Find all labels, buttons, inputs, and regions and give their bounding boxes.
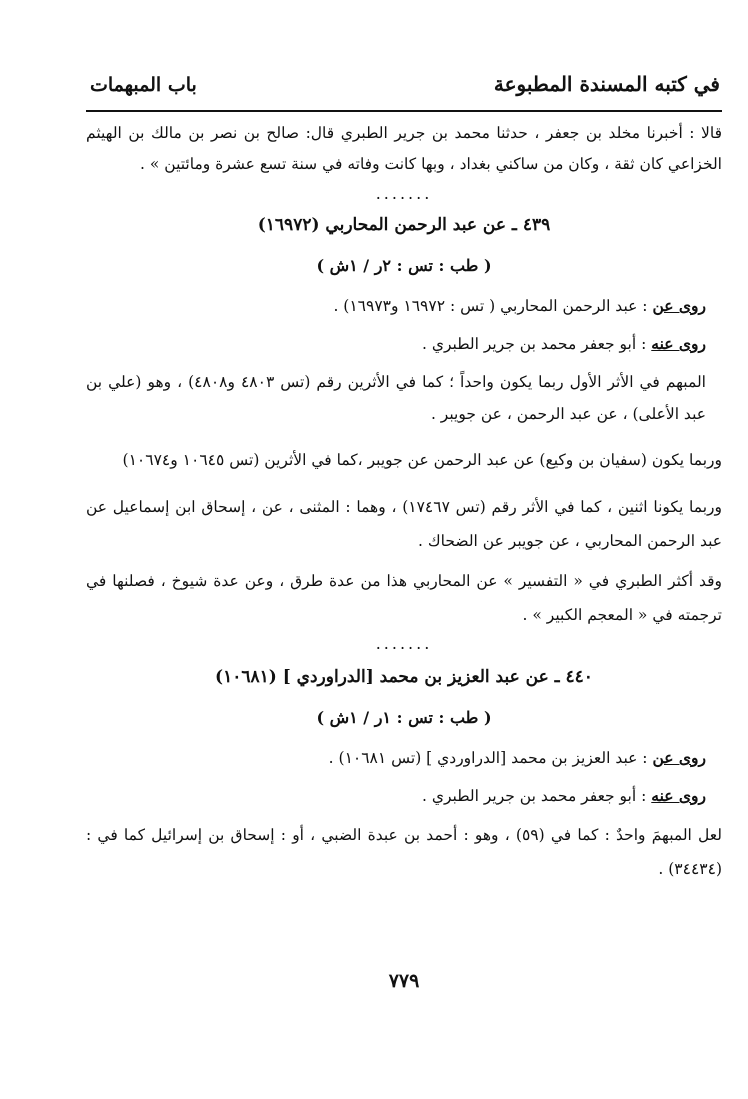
paragraph: وربما يكونا اثنين ، كما في الأثر رقم (تس ١٧٤٦٧) ، وهما : المثنى ، عن ، إسحاق ابن إسماعيل عن عبد الرحمن المحاربي ، عن جويبر عن الضحاك . xyxy=(86,498,722,550)
header-chapter-title: باب المبهمات xyxy=(90,74,197,96)
page-body xyxy=(86,118,722,886)
separator-dots: ....... xyxy=(375,184,433,203)
narrated-by-text: : أبو جعفر محمد بن جرير الطبري . xyxy=(421,787,652,805)
page-number: ٧٧٩ xyxy=(388,970,420,992)
running-header xyxy=(86,72,722,106)
entry-heading-439: ٤٣٩ ـ عن عبد الرحمن المحاربي (١٦٩٧٢) xyxy=(257,215,551,235)
narrated-from-text: : عبد العزيز بن محمد [الدراوردي ] (تس ١٠٦٨١) . xyxy=(328,749,653,767)
entry-sources-440: ( طب : تس : ١ر / ١ش ) xyxy=(316,708,492,727)
paragraph: المبهم في الأثر الأول ربما يكون واحداً ؛ كما في الأثرين رقم (تس ٤٨٠٣ و٤٨٠٨) ، وهو (علي بن عبد الأعلى) ، عن عبد الرحمن ، عن جويبر . xyxy=(86,373,706,423)
header-rule xyxy=(86,110,722,112)
header-book-title: في كتبه المسندة المطبوعة xyxy=(493,72,720,96)
narrated-from-line xyxy=(86,744,722,772)
narrated-by-label: روى عنه xyxy=(651,334,706,353)
entry-sources-439: ( طب : تس : ٢ر / ١ش ) xyxy=(316,256,492,275)
paragraph: قالا : أخبرنا مخلد بن جعفر ، حدثنا محمد بن جرير الطبري قال: صالح بن نصر بن مالك بن الهيثم الخزاعي كان ثقة ، وكان من ساكني بغداد ، وبها كانت وفاته في سنة تسع عشرة ومائتين » . xyxy=(86,124,722,173)
narrated-by-text: : أبو جعفر محمد بن جرير الطبري . xyxy=(421,335,652,353)
paragraph: وقد أكثر الطبري في « التفسير » عن المحاربي هذا من عدة طرق ، وعن عدة شيوخ ، فصلنها في ترجمته في « المعجم الكبير » . xyxy=(86,572,722,624)
narrated-by-line xyxy=(86,330,722,358)
narrated-from-label: روى عن xyxy=(652,748,706,767)
entry-heading-440: ٤٤٠ ـ عن عبد العزيز بن محمد [الدراوردي ] (١٠٦٨١) xyxy=(215,667,593,687)
narrated-by-line xyxy=(86,782,722,810)
narrated-by-label: روى عنه xyxy=(651,786,706,805)
narrated-from-line xyxy=(86,292,722,320)
narrated-from-label: روى عن xyxy=(652,296,706,315)
document-page xyxy=(86,0,722,1099)
paragraph: وربما يكون (سفيان بن وكيع) عن عبد الرحمن عن جويبر ،كما في الأثرين (تس ١٠٦٤٥ و١٠٦٧٤) xyxy=(122,451,722,469)
narrated-from-text: : عبد الرحمن المحاربي ( تس : ١٦٩٧٢ و١٦٩٧٣) . xyxy=(333,297,653,315)
paragraph: لعل المبهمَ واحدٌ : كما في (٥٩) ، وهو : أحمد بن عبدة الضبي ، أو : إسحاق بن إسرائيل كما في : (٣٤٤٣٤) . xyxy=(86,826,722,878)
separator-dots: ....... xyxy=(375,634,433,653)
